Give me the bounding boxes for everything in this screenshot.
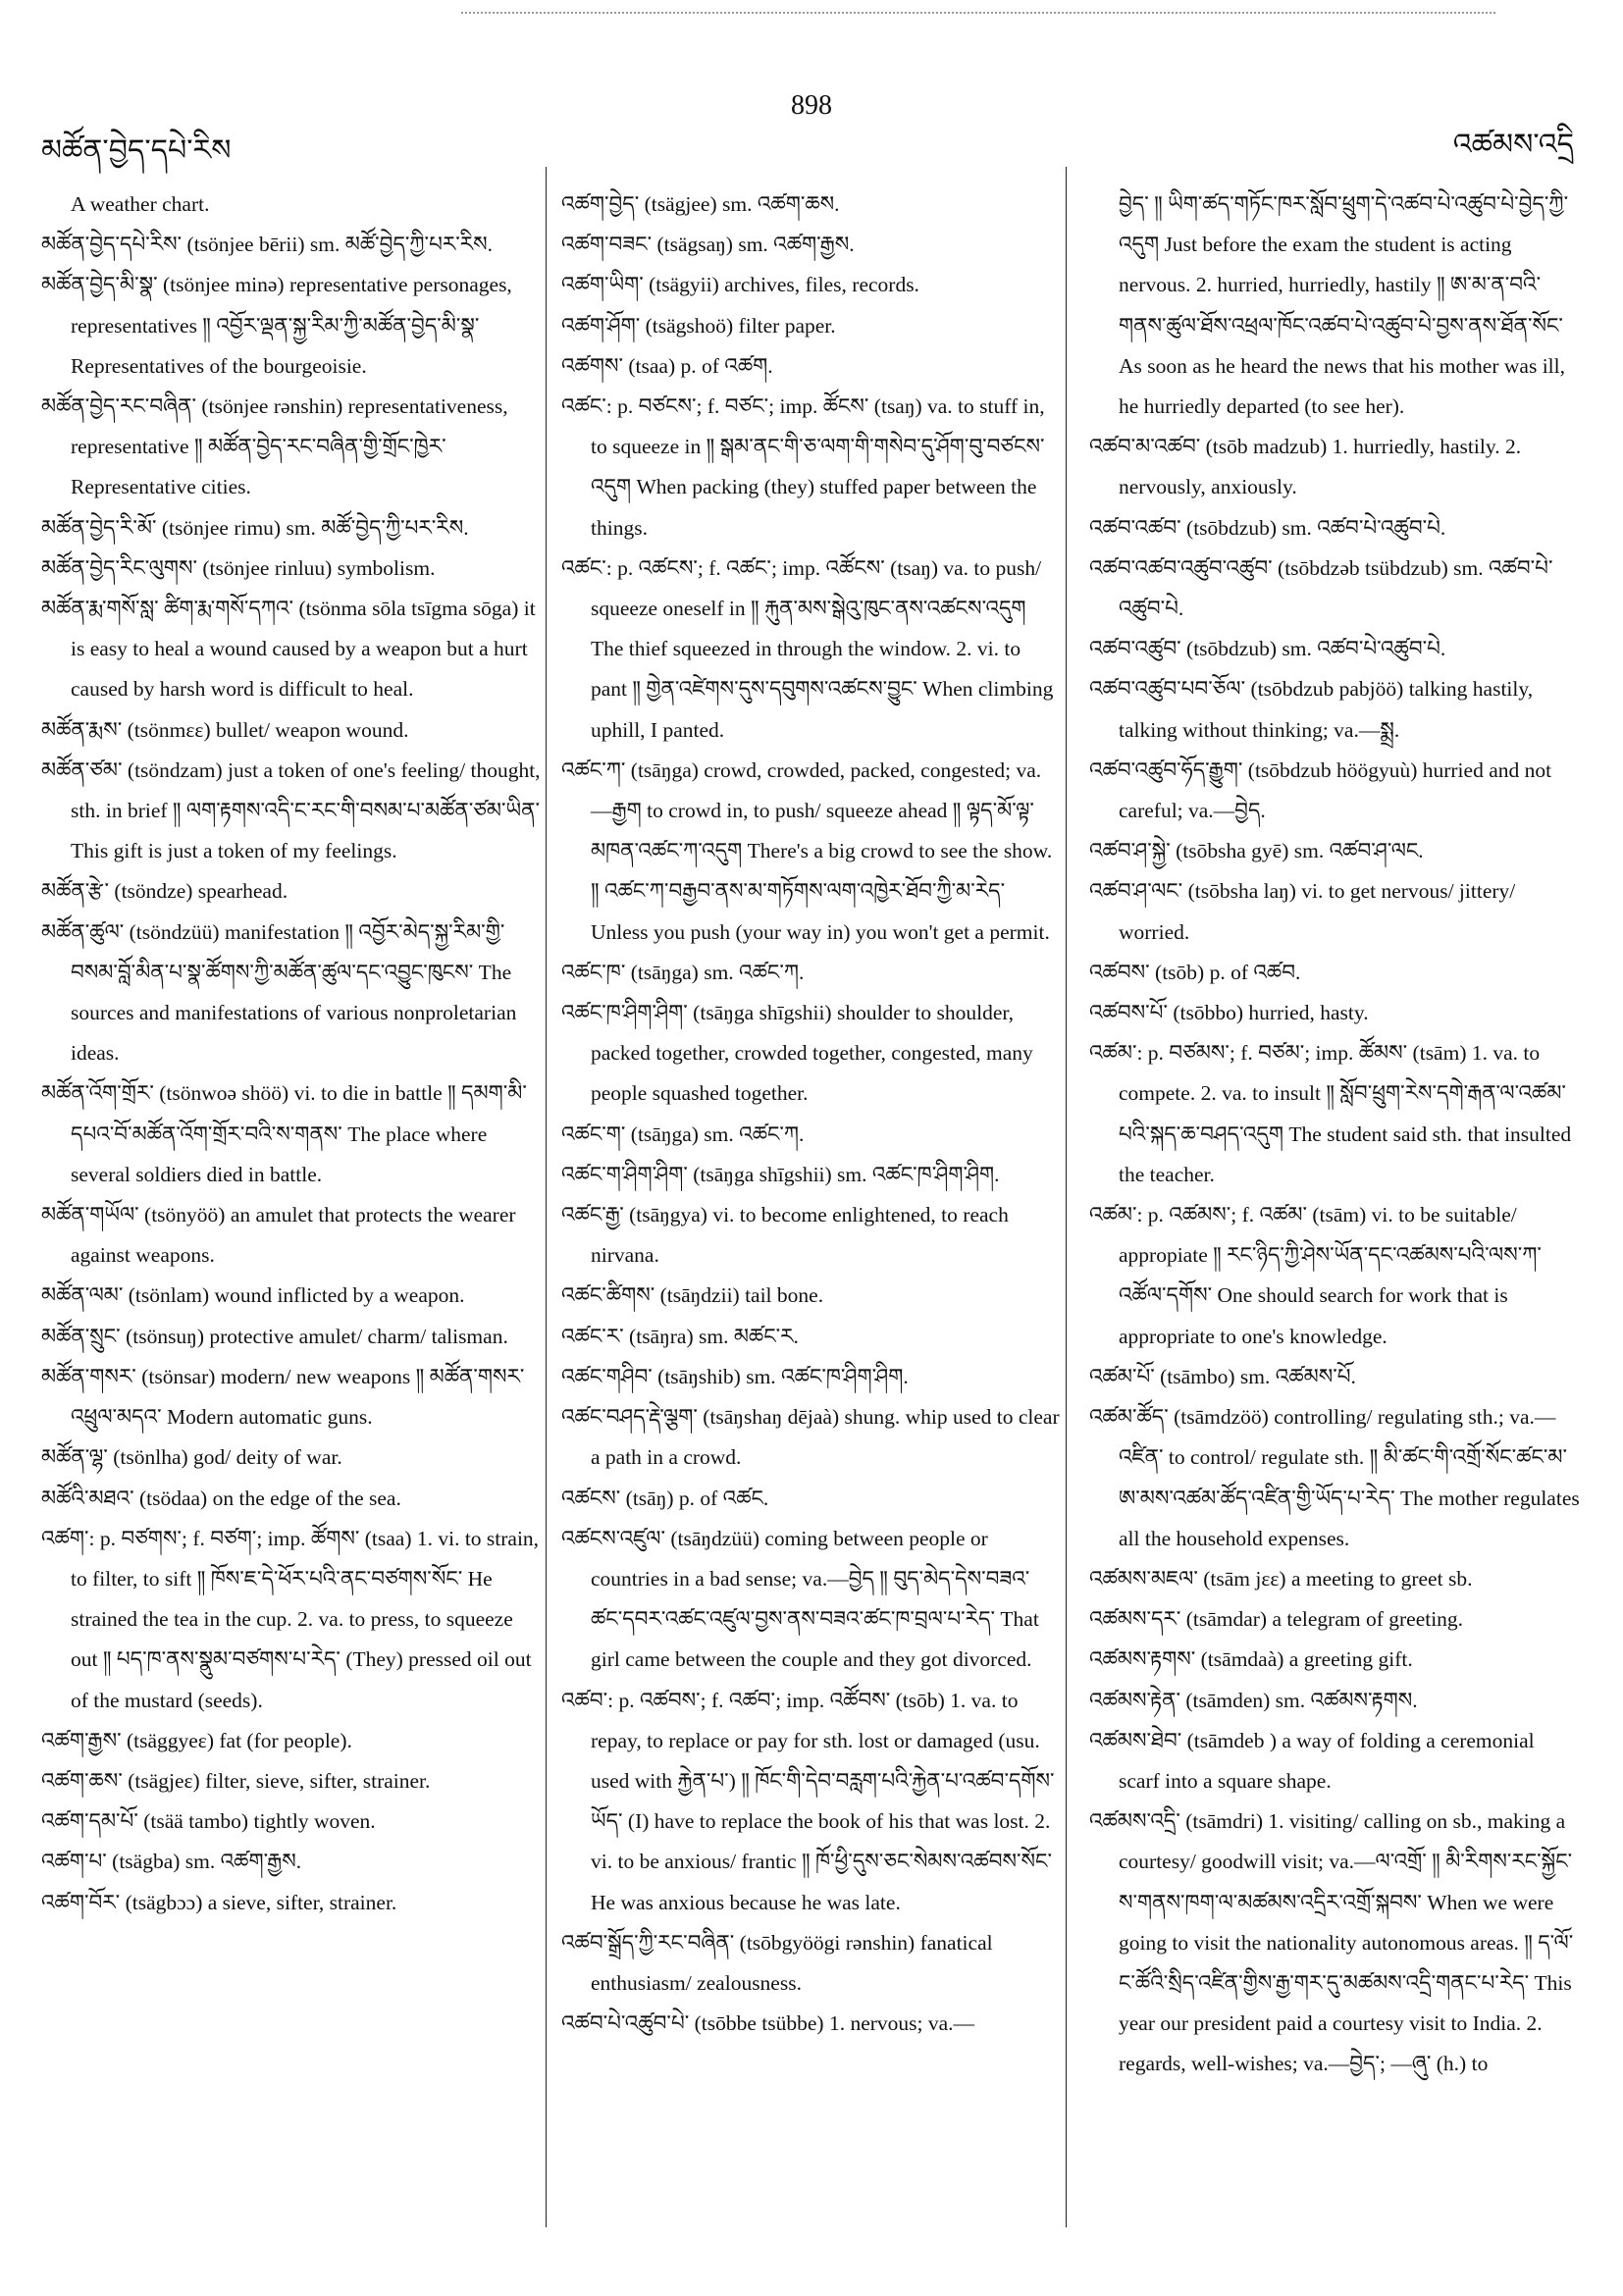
- dictionary-entry: འཚག་ཆས་ (tsägjeε) filter, sieve, sifter, strainer.: [41, 1768, 431, 1793]
- dictionary-entry: འཚག་བྱེད་ (tsägjee) sm. འཚག་ཆས.: [561, 192, 840, 216]
- dictionary-entry: འཚབ་འཚུབ་ཧོད་རྒྱུག་ (tsōbdzub höögyuù) hurried and not careful; va.—བྱེད.: [1089, 757, 1552, 823]
- dictionary-entry: འཚང་ཁ་ (tsāŋga) sm. འཚང་ཀ.: [561, 960, 805, 984]
- dictionary-entry: འཚབ་སྒྲོད་ཀྱི་རང་བཞིན་ (tsōbgyöögi rənshin) fanatical enthusiasm/ zealousness.: [561, 1930, 993, 1995]
- dictionary-entry: མཚོན་ལྷ་ (tsönlha) god/ deity of war.: [41, 1445, 342, 1470]
- dictionary-entry: འཚང་ཁ་ཤིག་ཤིག་ (tsāŋga shīgshii) shoulder to shoulder, packed together, crowded together, congested, many people squashed together.: [561, 1001, 1033, 1106]
- dictionary-column-1: [41, 184, 544, 1923]
- dictionary-entry: འཚམས་དར་ (tsāmdar) a telegram of greeting.: [1089, 1607, 1464, 1632]
- dictionary-entry: འཚང་ག་ཤིག་ཤིག་ (tsāŋga shīgshii) sm. འཚང་ཁ་ཤིག་ཤིག.: [561, 1162, 1000, 1186]
- page-top-rule: [461, 12, 1495, 14]
- dictionary-entry: མཚོན་བྱེད་མི་སྣ་ (tsönjee minə) representative personages, representatives ༎ འབྱོར་ལྡན་སྐྱ་རིམ་ཀྱི་མཚོན་བྱེད་མི་སྣ་ Representatives of the bourgeoisie.: [41, 273, 512, 378]
- dictionary-entry: འཚང་ཚིགས་ (tsāŋdzii) tail bone.: [561, 1283, 824, 1308]
- dictionary-entry: འཚངས་ (tsāŋ) p. of འཚང.: [561, 1486, 769, 1510]
- dictionary-entry: འཚང་བཤད་རྡེ་ལྕག་ (tsāŋshaŋ dējaà) shung. whip used to clear a path in a crowd.: [561, 1405, 1060, 1470]
- dictionary-entry: འཚག་བོར་ (tsägbɔɔ) a sieve, sifter, strainer.: [41, 1890, 397, 1914]
- dictionary-entry: མཚོན་ཙམ་ (tsöndzam) just a token of one's feeling/ thought, sth. in brief ༎ ལག་རྟགས་འདི་ང་རང་གི་བསམ་པ་མཚོན་ཙམ་ཡིན་ This gift is just a token of my feelings.: [41, 757, 541, 863]
- dictionary-entry: འཚང་: p. འཚངས་; f. འཚང་; imp. འཚོངས་ (tsaŋ) va. to push/ squeeze oneself in ༎ རྐུན་མས་སྒེའུ་ཁུང་ནས་འཚངས་འདུག The thief squeezed in through the window. 2. vi. to pant ༎ གྱེན་འཛེགས་དུས་དབུགས་འཚངས་བྱུང་ When climbing uphill, I panted.: [561, 555, 1054, 742]
- dictionary-entry: མཚོན་རྨས་ (tsönmεε) bullet/ weapon wound.: [41, 717, 409, 742]
- dictionary-entry: འཚང་རྒྱ་ (tsāŋgya) vi. to become enlightened, to reach nirvana.: [561, 1203, 1009, 1268]
- dictionary-entry: འཚམ་: p. བཙམས་; f. བཙམ་; imp. ཚོམས་ (tsām) 1. va. to compete. 2. va. to insult ༎ སློབ་ཕྲུག་རེས་དགེ་རྒན་ལ་འཚམ་པའི་སྐད་ཆ་བཤད་འདུག The student said sth. that insulted the teacher.: [1089, 1041, 1572, 1186]
- dictionary-entry: མཚོན་བྱེད་དཔེ་རིས་ (tsönjee bērii) sm. མཚོ་བྱེད་ཀྱི་པར་རིས.: [41, 233, 494, 257]
- dictionary-entry: མཚོན་བྱེད་རི་མོ་ (tsönjee rimu) sm. མཚོ་བྱེད་ཀྱི་པར་རིས.: [41, 515, 469, 540]
- dictionary-entry: འཚམ་: p. འཚམས་; f. འཚམ་ (tsām) vi. to be suitable/ appropiate ༎ རང་ཉིད་ཀྱི་ཤེས་ཡོན་དང་འཚམས་པའི་ལས་ཀ་འཚོལ་དགོས་ One should search for work that is appropriate to one's knowledge.: [1089, 1203, 1542, 1348]
- dictionary-entry: འཚགས་ (tsaa) p. of འཚག.: [561, 353, 773, 378]
- dictionary-entry: མཚོན་བྱེད་རིང་ལུགས་ (tsönjee rinluu) symbolism.: [41, 555, 436, 580]
- dictionary-entry: འཚག་རྒྱས་ (tsäggyeε) fat (for people).: [41, 1728, 352, 1752]
- dictionary-entry: འཚམས་མཇལ་ (tsām jεε) a meeting to greet sb.: [1089, 1566, 1473, 1591]
- dictionary-entry: འཚབ་འཚུབ་ (tsōbdzub) sm. འཚབ་པེ་འཚུབ་པེ.: [1089, 637, 1446, 661]
- dictionary-entry: འཚག་བཟང་ (tsägsaŋ) sm. འཚག་རྒྱས.: [561, 233, 855, 257]
- dictionary-entry: འཚབ་ཤ་ལང་ (tsōbsha laŋ) vi. to get nervous/ jittery/ worried.: [1089, 879, 1516, 944]
- dictionary-entry: བྱེད་ ༎ ཡིག་ཚད་གཏོང་ཁར་སློབ་ཕྲུག་དེ་འཚབ་པེ་འཚུབ་པེ་བྱེད་ཀྱི་འདུག Just before the exam the student is acting nervous. 2. hurried, hurriedly, hastily ༎ ཨ་མ་ན་བའི་གནས་ཚུལ་ཐོས་འཕྲལ་ཁོང་འཚབ་པེ་འཚུབ་པེ་བྱས་ནས་ཐོན་སོང་ As soon as he heard the news that his mother was ill, he hurriedly departed (to see her).: [1119, 192, 1569, 419]
- dictionary-entry: འཚམས་ཐེབ་ (tsāmdeb ) a way of folding a ceremonial scarf into a square shape.: [1089, 1728, 1535, 1793]
- running-head-left: མཚོན་བྱེད་དཔེ་རིས: [41, 134, 232, 167]
- dictionary-column-2: [561, 184, 1060, 2044]
- dictionary-entry: མཚོན་བྱེད་རང་བཞིན་ (tsönjee rənshin) representativeness, representative ༎ མཚོན་བྱེད་རང་བཞིན་གྱི་གྲོང་ཁྱེར་ Representative cities.: [41, 394, 508, 499]
- dictionary-entry: འཚང་ར་ (tsāŋra) sm. མཚང་ར.: [561, 1324, 799, 1348]
- dictionary-entry: འཚམ་པོ་ (tsāmbo) sm. འཚམས་པོ.: [1089, 1364, 1356, 1388]
- dictionary-entry: མཚོན་ལམ་ (tsönlam) wound inflicted by a weapon.: [41, 1283, 465, 1308]
- dictionary-entry: འཚག་པ་ (tsägba) sm. འཚག་རྒྱས.: [41, 1850, 302, 1874]
- dictionary-entry: འཚམས་རྟེན་ (tsāmden) sm. འཚམས་རྟགས.: [1089, 1688, 1418, 1712]
- dictionary-entry: འཚག་ཤོག་ (tsägshoö) filter paper.: [561, 313, 836, 338]
- dictionary-entry: འཚམས་རྟགས་ (tsāmdaà) a greeting gift.: [1089, 1647, 1413, 1672]
- dictionary-entry: འཚག་དམ་པོ་ (tsää tambo) tightly woven.: [41, 1809, 376, 1834]
- dictionary-entry: འཚབ་འཚབ་འཚུབ་འཚུབ་ (tsōbdzəb tsübdzub) sm. འཚབ་པེ་འཚུབ་པེ.: [1089, 555, 1553, 621]
- dictionary-entry: མཚོན་སྲུང་ (tsönsuŋ) protective amulet/ charm/ talisman.: [41, 1324, 508, 1348]
- running-head-right: འཚམས་འདྲི: [1452, 129, 1574, 161]
- dictionary-entry: འཚང་གཤིབ་ (tsāŋshib) sm. འཚང་ཁ་ཤིག་ཤིག.: [561, 1364, 909, 1388]
- dictionary-entry: འཚབ་ཤ་སྐྱེ་ (tsōbsha gyē) sm. འཚབ་ཤ་ལང.: [1089, 839, 1424, 863]
- dictionary-entry: འཚམས་འདྲི་ (tsāmdri) 1. visiting/ calling on sb., making a courtesy/ goodwill visit; va.—ལ་འགྲོ་ ༎ མི་རིགས་རང་སྐྱོང་ས་གནས་ཁག་ལ་མཚམས་འདྲིར་འགྲོ་སྐབས་ When we were going to visit the nationality autonomous areas. ༎ ད་ལོ་ང་ཚོའི་སྲིད་འཛིན་གྱིས་རྒྱ་གར་དུ་མཚམས་འདྲི་གནང་པ་རེད་ This year our president paid a courtesy visit to India. 2. regards, well-wishes; va.—བྱེད་; —ཞུ་ (h.) to: [1089, 1809, 1574, 2076]
- dictionary-entry: མཚོའི་མཐའ་ (tsödaa) on the edge of the sea.: [41, 1486, 401, 1510]
- column-divider-1: [546, 167, 547, 2227]
- dictionary-column-3: [1089, 184, 1580, 2085]
- dictionary-entry: མཚོན་ཚུལ་ (tsöndzüü) manifestation ༎ འབྱོར་མེད་སྐྱ་རིམ་གྱི་བསམ་བློ་མིན་པ་སྣ་ཚོགས་ཀྱི་མཚོན་ཚུལ་དང་འབྱུང་ཁུངས་ The sources and manifestations of various nonproletarian ideas.: [41, 919, 517, 1066]
- dictionary-entry: འཚབ་: p. འཚབས་; f. འཚབ་; imp. འཚོབས་ (tsōb) 1. va. to repay, to replace or pay for sth. lost or damaged (usu. used with རྐྱེན་པ་) ༎ ཁོང་གི་དེབ་བརླག་པའི་རྐྱེན་པ་འཚབ་དགོས་ཡོད་ (I) have to replace the book of his that was lost. 2. vi. to be anxious/ frantic ༎ ཁོ་ཕྱི་དུས་ཅང་སེམས་འཚབས་སོང་ He was anxious because he was late.: [561, 1688, 1055, 1914]
- dictionary-entry: འཚམ་ཚོད་ (tsāmdzöö) controlling/ regulating sth.; va.—འཛིན་ to control/ regulate sth. ༎ མི་ཚང་གི་འགྲོ་སོང་ཚང་མ་ཨ་མས་འཚམ་ཚོད་འཛིན་གྱི་ཡོད་པ་རེད་ The mother regulates all the household expenses.: [1089, 1405, 1580, 1550]
- dictionary-entry: འཚང་ག་ (tsāŋga) sm. འཚང་ཀ.: [561, 1122, 805, 1146]
- dictionary-entry: འཚབ་མ་འཚབ་ (tsōb madzub) 1. hurriedly, hastily. 2. nervously, anxiously.: [1089, 435, 1522, 499]
- dictionary-entry: འཚབས་པོ་ (tsōbbo) hurried, hasty.: [1089, 1001, 1369, 1025]
- dictionary-entry: འཚབས་ (tsōb) p. of འཚབ.: [1089, 960, 1301, 984]
- dictionary-entry: འཚངས་འཛུལ་ (tsāŋdzüü) coming between people or countries in a bad sense; va.—བྱེད ༎ བུད་མེད་དེས་བཟའ་ཚང་དབར་འཚང་འཛུལ་བྱས་ནས་བཟའ་ཚང་ཁ་བྲལ་པ་རེད་ That girl came between the couple and they got divorced.: [561, 1526, 1039, 1672]
- dictionary-entry: མཚོན་འོག་གྲོར་ (tsönwoə shöö) vi. to die in battle ༎ དམག་མི་དཔའ་བོ་མཚོན་འོག་གྲོར་བའི་ས་གནས་ The place where several soldiers died in battle.: [41, 1081, 527, 1186]
- dictionary-entry: འཚབ་འཚུབ་པབ་ཅོལ་ (tsōbdzub pabjöö) talking hastily, talking without thinking; va.—སྨྲ.: [1089, 677, 1534, 742]
- dictionary-entry: མཚོན་རྨ་གསོ་སླ་ ཚིག་རྨ་གསོ་དཀའ་ (tsönma sōla tsīgma sōga) it is easy to heal a wound caused by a weapon but a hurt caused by harsh word is difficult to heal.: [41, 597, 536, 702]
- dictionary-entry: མཚོན་གཡོལ་ (tsönyöö) an amulet that protects the wearer against weapons.: [41, 1203, 516, 1268]
- dictionary-entry: A weather chart.: [71, 192, 210, 216]
- dictionary-entry: འཚང་ཀ་ (tsāŋga) crowd, crowded, packed, congested; va.—རྒྱག to crowd in, to push/ squeeze ahead ༎ ལྟད་མོ་ལྟ་མཁན་འཚང་ཀ་འདུག There's a big crowd to see the show. ༎ འཚང་ཀ་བརྒྱབ་ནས་མ་གཏོགས་ལག་འཁྱེར་ཐོབ་ཀྱི་མ་རེད་ Unless you push (your way in) you won't get a permit.: [561, 757, 1053, 944]
- dictionary-entry: མཚོན་གསར་ (tsönsar) modern/ new weapons ༎ མཚོན་གསར་འཕྲུལ་མདའ་ Modern automatic guns.: [41, 1364, 525, 1430]
- dictionary-entry: མཚོན་རྩེ་ (tsöndze) spearhead.: [41, 879, 288, 904]
- dictionary-entry: འཚག་: p. བཙགས་; f. བཙག་; imp. ཚོགས་ (tsaa) 1. vi. to strain, to filter, to sift ༎ ཁོས་ཇ་དེ་ཕོར་པའི་ནང་བཙགས་སོང་ He strained the tea in the cup. 2. va. to press, to squeeze out ༎ པད་ཁ་ནས་སྣུམ་བཙགས་པ་རེད་ (They) pressed oil out of the mustard (seeds).: [41, 1526, 540, 1712]
- dictionary-entry: འཚག་ཡིག་ (tsägyii) archives, files, records.: [561, 273, 919, 297]
- column-divider-2: [1066, 167, 1067, 2227]
- dictionary-entry: འཚབ་པེ་འཚུབ་པེ་ (tsōbbe tsübbe) 1. nervous; va.—: [561, 2011, 975, 2036]
- dictionary-entry: འཚང་: p. བཙངས་; f. བཙང་; imp. ཚོངས་ (tsaŋ) va. to stuff in, to squeeze in ༎ སྒམ་ནང་གི་ཅ་ལག་གི་གསེབ་དུ་ཤོག་བུ་བཙངས་འདུག When packing (they) stuffed paper between the things.: [561, 394, 1045, 540]
- page-number: 898: [791, 90, 832, 121]
- dictionary-entry: འཚབ་འཚབ་ (tsōbdzub) sm. འཚབ་པེ་འཚུབ་པེ.: [1089, 515, 1446, 540]
